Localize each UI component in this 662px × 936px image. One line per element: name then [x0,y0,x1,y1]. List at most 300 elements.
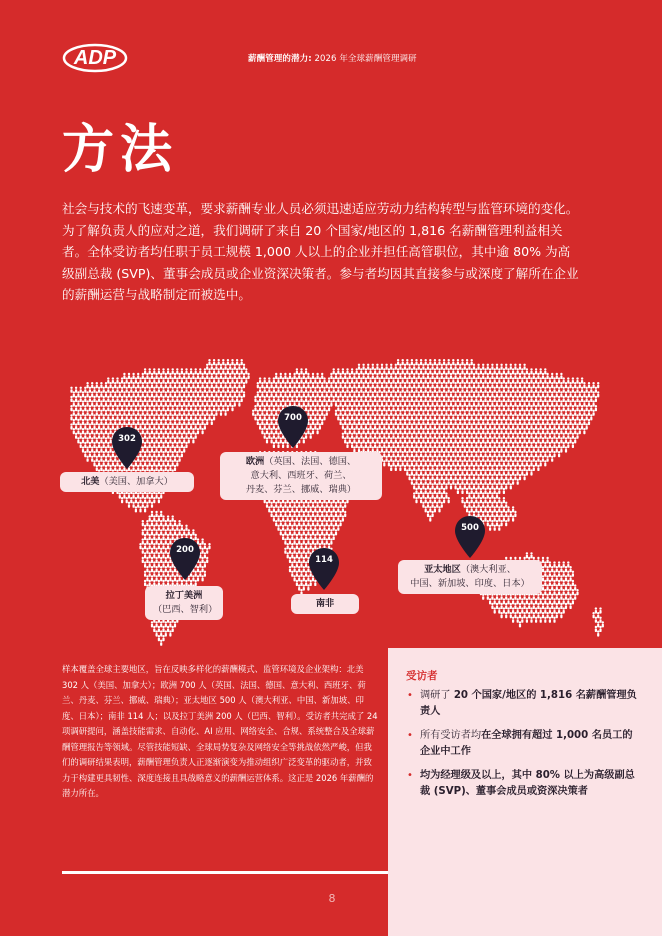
person-icon [551,428,553,434]
person-icon [381,410,383,416]
person-icon [434,479,436,485]
person-icon [512,396,514,402]
person-icon [457,368,459,374]
person-icon [404,419,406,425]
person-icon [494,479,496,485]
person-icon [503,368,505,374]
person-icon [581,396,583,402]
person-icon [346,396,348,402]
pin-count: 200 [176,545,194,555]
person-icon [489,423,491,429]
person-icon [459,465,461,471]
person-icon [503,515,505,521]
person-icon [333,515,335,521]
person-icon [70,405,72,411]
person-icon [146,520,148,526]
person-icon [429,423,431,429]
person-icon [275,382,277,388]
person-icon [500,483,502,489]
person-icon [415,396,417,402]
person-icon [473,419,475,425]
person-icon [498,433,500,439]
person-icon [372,428,374,434]
person-icon [507,469,509,475]
person-icon [540,387,542,393]
header-title-rest: 2026 年全球薪酬管理调研 [311,54,417,64]
person-icon [586,387,588,393]
person-icon [335,382,337,388]
person-icon [535,442,537,448]
person-icon [342,368,344,374]
person-icon [475,405,477,411]
person-icon [392,396,394,402]
person-icon [537,446,539,452]
person-icon [556,419,558,425]
person-icon [199,423,201,429]
person-icon [128,382,130,388]
person-icon [303,382,305,388]
person-icon [422,410,424,416]
person-icon [480,442,482,448]
person-icon [494,387,496,393]
person-icon [477,391,479,397]
person-icon [592,382,594,388]
person-icon [498,451,500,457]
person-icon [464,446,466,452]
person-icon [503,442,505,448]
person-icon [542,400,544,406]
region-name: 拉丁美洲 [165,590,203,601]
person-icon [84,442,86,448]
person-icon [560,446,562,452]
person-icon [296,377,298,383]
person-icon [270,437,272,443]
person-icon [346,414,348,420]
person-icon [266,410,268,416]
person-icon [220,373,222,379]
person-icon [151,456,153,462]
person-icon [565,419,567,425]
person-icon [549,405,551,411]
person-icon [268,405,270,411]
person-icon [397,442,399,448]
person-icon [328,396,330,402]
person-icon [565,566,567,572]
person-icon [158,635,160,641]
person-icon [494,488,496,494]
person-icon [425,479,427,485]
person-icon [466,414,468,420]
person-icon [188,410,190,416]
person-icon [390,419,392,425]
person-icon [512,607,514,613]
person-icon [344,391,346,397]
person-icon [188,529,190,535]
person-icon [383,423,385,429]
person-icon [158,368,160,374]
person-icon [144,497,146,503]
person-icon [346,387,348,393]
person-icon [512,433,514,439]
person-icon [367,428,369,434]
person-icon [176,460,178,466]
person-icon [165,437,167,443]
person-icon [491,446,493,452]
person-icon [213,396,215,402]
person-icon [473,483,475,489]
person-icon [597,382,599,388]
person-icon [526,387,528,393]
person-icon [303,529,305,535]
person-icon [496,483,498,489]
person-icon [514,456,516,462]
person-icon [510,428,512,434]
person-icon [595,617,597,623]
person-icon [96,437,98,443]
person-icon [434,368,436,374]
person-icon [82,428,84,434]
person-icon [533,400,535,406]
person-icon [556,410,558,416]
person-icon [169,382,171,388]
person-icon [93,433,95,439]
person-icon [560,603,562,609]
person-icon [413,437,415,443]
person-icon [98,405,100,411]
person-icon [77,410,79,416]
person-icon [473,410,475,416]
person-icon [93,396,95,402]
person-icon [160,410,162,416]
person-icon [77,419,79,425]
person-icon [597,630,599,636]
person-icon [149,515,151,521]
person-icon [151,557,153,563]
person-icon [461,479,463,485]
person-icon [441,410,443,416]
person-icon [413,428,415,434]
person-icon [399,465,401,471]
person-icon [572,387,574,393]
person-icon [583,428,585,434]
person-icon [569,419,571,425]
person-icon [238,364,240,370]
person-icon [519,410,521,416]
person-icon [303,511,305,517]
person-icon [284,382,286,388]
person-icon [268,396,270,402]
person-icon [413,474,415,480]
person-icon [314,534,316,540]
person-icon [257,410,259,416]
person-icon [289,538,291,544]
person-icon [356,377,358,383]
person-icon [496,502,498,508]
person-icon [142,492,144,498]
person-icon [151,419,153,425]
person-icon [418,410,420,416]
person-icon [546,557,548,563]
person-icon [333,525,335,531]
person-icon [523,594,525,600]
person-icon [158,534,160,540]
person-icon [280,382,282,388]
person-icon [576,589,578,595]
person-icon [160,529,162,535]
person-icon [165,529,167,535]
person-icon [454,364,456,370]
person-icon [431,382,433,388]
person-icon [556,584,558,590]
person-icon [457,387,459,393]
person-icon [489,396,491,402]
map-pin-icon [110,425,144,471]
person-icon [549,561,551,567]
person-icon [549,423,551,429]
person-icon [98,433,100,439]
person-icon [160,465,162,471]
person-icon [397,414,399,420]
person-icon [438,506,440,512]
person-icon [418,419,420,425]
person-icon [289,557,291,563]
person-icon [153,433,155,439]
person-icon [558,405,560,411]
person-icon [496,400,498,406]
person-icon [195,377,197,383]
person-icon [243,364,245,370]
person-icon [496,364,498,370]
person-icon [507,433,509,439]
person-icon [526,414,528,420]
person-icon [93,460,95,466]
person-icon [530,414,532,420]
person-icon [155,529,157,535]
person-icon [165,391,167,397]
person-icon [431,364,433,370]
person-icon [123,492,125,498]
person-icon [505,364,507,370]
person-icon [153,451,155,457]
person-icon [530,451,532,457]
person-icon [489,442,491,448]
person-icon [280,520,282,526]
person-icon [418,428,420,434]
person-icon [298,557,300,563]
person-icon [158,414,160,420]
person-icon [500,603,502,609]
person-icon [91,456,93,462]
person-icon [172,387,174,393]
person-icon [413,410,415,416]
person-icon [112,387,114,393]
person-icon [333,387,335,393]
person-icon [466,359,468,365]
person-icon [530,617,532,623]
person-icon [160,640,162,646]
person-icon [434,460,436,466]
person-icon [406,433,408,439]
person-icon [126,405,128,411]
person-icon [583,400,585,406]
person-icon [112,396,114,402]
person-icon [178,456,180,462]
person-icon [100,419,102,425]
person-icon [114,391,116,397]
person-icon [176,525,178,531]
person-icon [185,405,187,411]
person-icon [464,456,466,462]
person-icon [273,377,275,383]
person-icon [300,552,302,558]
person-icon [551,410,553,416]
person-icon [314,423,316,429]
person-icon [289,529,291,535]
person-icon [162,460,164,466]
person-icon [450,428,452,434]
person-icon [530,377,532,383]
person-icon [445,400,447,406]
person-icon [523,612,525,618]
person-icon [243,373,245,379]
person-icon [123,410,125,416]
person-icon [542,603,544,609]
person-icon [452,442,454,448]
person-icon [195,368,197,374]
person-icon [521,460,523,466]
person-icon [319,515,321,521]
person-icon [572,414,574,420]
person-icon [330,529,332,535]
person-icon [155,373,157,379]
person-icon [521,451,523,457]
person-icon [146,548,148,554]
person-icon [567,423,569,429]
person-icon [558,387,560,393]
person-icon [491,456,493,462]
person-icon [484,433,486,439]
person-icon [96,456,98,462]
person-icon [229,400,231,406]
person-icon [174,382,176,388]
person-icon [162,515,164,521]
person-icon [448,414,450,420]
person-icon [199,387,201,393]
person-icon [144,396,146,402]
person-icon [569,382,571,388]
person-icon [287,552,289,558]
person-icon [558,442,560,448]
person-icon [519,373,521,379]
person-icon [298,548,300,554]
person-icon [505,474,507,480]
person-icon [303,373,305,379]
person-icon [266,382,268,388]
person-icon [339,502,341,508]
person-icon [181,396,183,402]
person-icon [211,400,213,406]
person-icon [213,414,215,420]
person-icon [160,630,162,636]
person-icon [420,479,422,485]
person-icon [592,391,594,397]
person-icon [500,373,502,379]
person-icon [523,364,525,370]
person-icon [291,571,293,577]
person-icon [473,373,475,379]
person-icon [392,460,394,466]
person-icon [461,451,463,457]
person-icon [496,382,498,388]
person-icon [174,428,176,434]
adp-logo [62,42,128,74]
person-icon [291,525,293,531]
person-icon [475,433,477,439]
person-icon [429,387,431,393]
person-icon [155,538,157,544]
person-icon [413,465,415,471]
person-icon [144,506,146,512]
person-icon [75,387,77,393]
person-icon [507,442,509,448]
person-icon [597,391,599,397]
person-icon [549,433,551,439]
person-icon [109,382,111,388]
person-icon [402,414,404,420]
person-icon [296,368,298,374]
person-icon [165,410,167,416]
person-icon [526,451,528,457]
person-icon [558,571,560,577]
person-icon [137,502,139,508]
person-icon [367,382,369,388]
person-icon [510,400,512,406]
person-icon [155,465,157,471]
person-icon [155,410,157,416]
person-icon [383,396,385,402]
person-icon [431,483,433,489]
person-icon [445,437,447,443]
person-icon [553,442,555,448]
person-icon [503,414,505,420]
person-icon [303,566,305,572]
person-icon [169,437,171,443]
person-icon [487,428,489,434]
header-title-bold: 薪酬管理的潜力: [248,54,312,64]
person-icon [565,391,567,397]
person-icon [162,433,164,439]
person-icon [434,414,436,420]
person-icon [103,460,105,466]
person-icon [505,419,507,425]
person-icon [404,465,406,471]
person-icon [537,410,539,416]
person-icon [367,419,369,425]
person-icon [153,626,155,632]
person-icon [505,594,507,600]
person-icon [215,373,217,379]
person-icon [408,364,410,370]
person-icon [517,607,519,613]
person-icon [351,414,353,420]
person-icon [480,433,482,439]
person-icon [220,382,222,388]
person-icon [546,612,548,618]
person-icon [484,497,486,503]
person-icon [369,414,371,420]
person-icon [395,419,397,425]
person-icon [268,377,270,383]
